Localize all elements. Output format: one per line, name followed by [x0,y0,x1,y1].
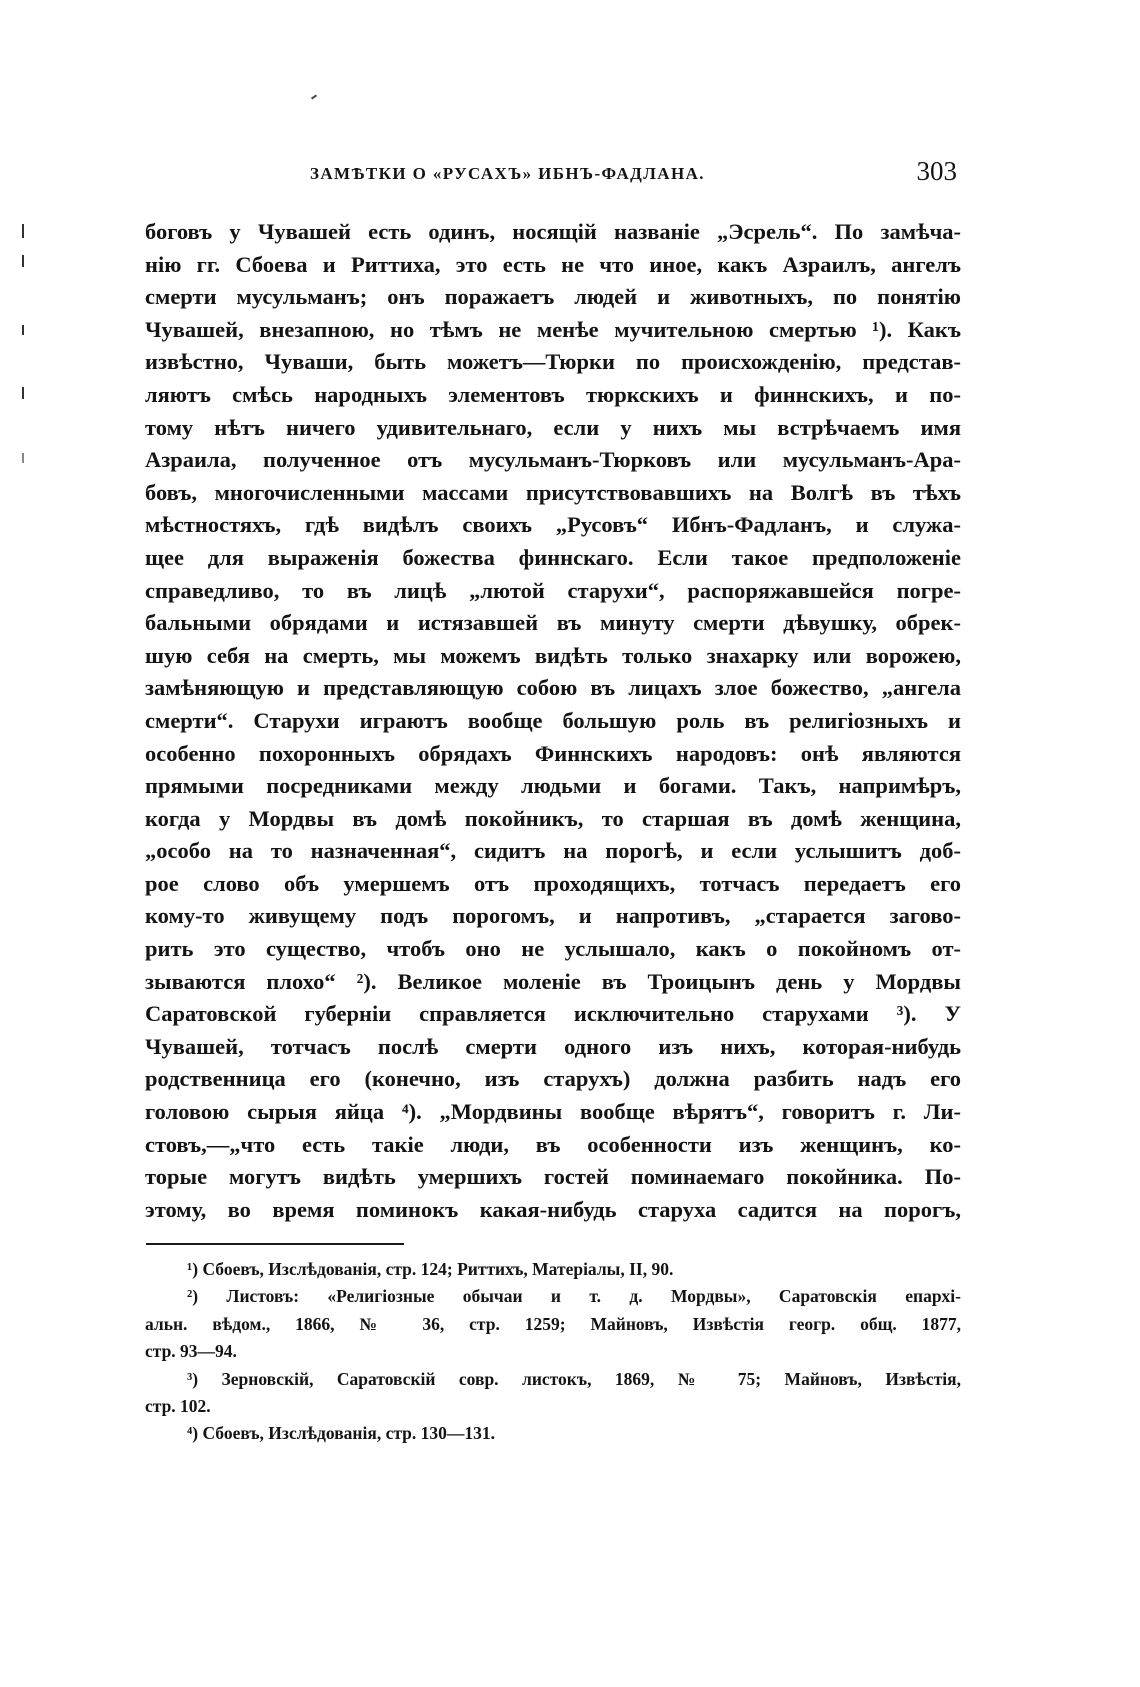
running-head: ЗАМѢТКИ О «РУСАХЪ» ИБНЪ-ФАДЛАНА. [310,164,705,183]
footnotes [145,1256,961,1448]
footnote: ²) Листовъ: «Религіозные обычаи и т. д. Мордвы», Саратовскія епархі- [187,1286,961,1307]
text-line: торые могутъ видѣть умершихъ гостей поминаемаго покойника. По- [145,1164,961,1190]
body-text [145,216,961,1226]
text-line: смерти мусульманъ; онъ поражаетъ людей и животныхъ, по понятію [145,284,961,310]
text-line: зываются плохо“ ²). Великое моленіе въ Троицынъ день у Мордвы [145,968,961,994]
text-line: бовъ, многочисленными массами присутствовавшихъ на Волгѣ въ тѣхъ [145,479,961,505]
text-line: шую себя на смерть, мы можемъ видѣть только знахарку или ворожею, [145,642,961,668]
text-line: нію гг. Сбоева и Риттиха, это есть не что иное, какъ Азраилъ, ангелъ [145,251,961,277]
text-line: боговъ у Чувашей есть одинъ, носящій названіе „Эсрель“. По замѣча- [145,219,961,244]
footnote: ³) Зерновскій, Саратовскій совр. листокъ, 1869, № 75; Майновъ, Извѣстія, [187,1368,961,1389]
page-number: 303 [916,156,957,186]
footnote-rule [146,1243,404,1245]
text-line: когда у Мордвы въ домѣ покойникъ, то старшая въ домѣ женщина, [145,805,961,831]
text-line: кому-то живущему подъ порогомъ, и напротивъ, „старается загово- [145,903,961,929]
margin-mark [22,255,24,267]
text-line: особенно похоронныхъ обрядахъ Финнскихъ народовъ: онѣ являются [145,740,961,766]
text-line: „особо на то назначенная“, сидитъ на порогѣ, и если услышитъ доб- [145,838,961,864]
text-line: мѣстностяхъ, гдѣ видѣлъ своихъ „Русовъ“ Ибнъ-Фадланъ, и служа- [145,512,961,538]
margin-mark [22,224,24,238]
text-line: Чувашей, тотчасъ послѣ смерти одного изъ нихъ, которая-нибудь [145,1033,961,1059]
text-line: этому, во время поминокъ какая-нибудь старуха садится на порогъ, [145,1196,961,1222]
text-line: смерти“. Старухи играютъ вообще большую роль въ религіозныхъ и [145,707,961,733]
text-line: рить это существо, чтобъ оно не услышало, какъ о покойномъ от- [145,936,961,962]
text-line: щее для выраженія божества финнскаго. Если такое предположеніе [145,544,961,570]
text-line: бальными обрядами и истязавшей въ минуту смерти дѣвушку, обрек- [145,610,961,636]
text-line: головою сырыя яйца ⁴). „Мордвины вообще вѣрятъ“, говоритъ г. Ли- [145,1099,961,1125]
text-line: Саратовской губерніи справляется исключительно старухами ³). У [145,1001,961,1027]
margin-mark [22,325,24,335]
footnote-continuation: альн. вѣдом., 1866, № 36, стр. 1259; Майновъ, Извѣстія геогр. общ. 1877, [145,1313,961,1334]
scan-speck [311,94,317,99]
text-line: извѣстно, Чуваши, быть можетъ—Тюрки по происхожденію, представ- [145,349,961,375]
page-header [145,156,965,196]
text-line: справедливо, то въ лицѣ „лютой старухи“, распоряжавшейся погре- [145,577,961,603]
text-line: ляютъ смѣсь народныхъ элементовъ тюркскихъ и финнскихъ, и по- [145,381,961,407]
text-line: Чувашей, внезапною, но тѣмъ не менѣе мучительною смертью ¹). Какъ [145,316,961,342]
text-line: Азраила, полученное отъ мусульманъ-Тюрковъ или мусульманъ-Ара- [145,447,961,473]
margin-mark [22,453,24,463]
text-line: замѣняющую и представляющую собою въ лицахъ злое божество, „ангела [145,675,961,701]
footnote-continuation: стр. 102. [145,1395,211,1416]
text-line: стовъ,—„что есть такіе люди, въ особенности изъ женщинъ, ко- [145,1131,961,1157]
footnote: ¹) Сбоевъ, Изслѣдованія, стр. 124; Риттихъ, Матеріалы, II, 90. [187,1259,674,1279]
text-line: родственница его (конечно, изъ старухъ) должна разбить надъ его [145,1066,961,1092]
text-line: рое слово объ умершемъ отъ проходящихъ, тотчасъ передаетъ его [145,870,961,896]
margin-mark [22,387,24,399]
text-line: прямыми посредниками между людьми и богами. Такъ, напримѣръ, [145,773,961,799]
text-line: тому нѣтъ ничего удивительнаго, если у нихъ мы встрѣчаемъ имя [145,414,961,440]
footnote: ⁴) Сбоевъ, Изслѣдованія, стр. 130—131. [187,1423,496,1444]
footnote-continuation: стр. 93—94. [145,1341,237,1362]
